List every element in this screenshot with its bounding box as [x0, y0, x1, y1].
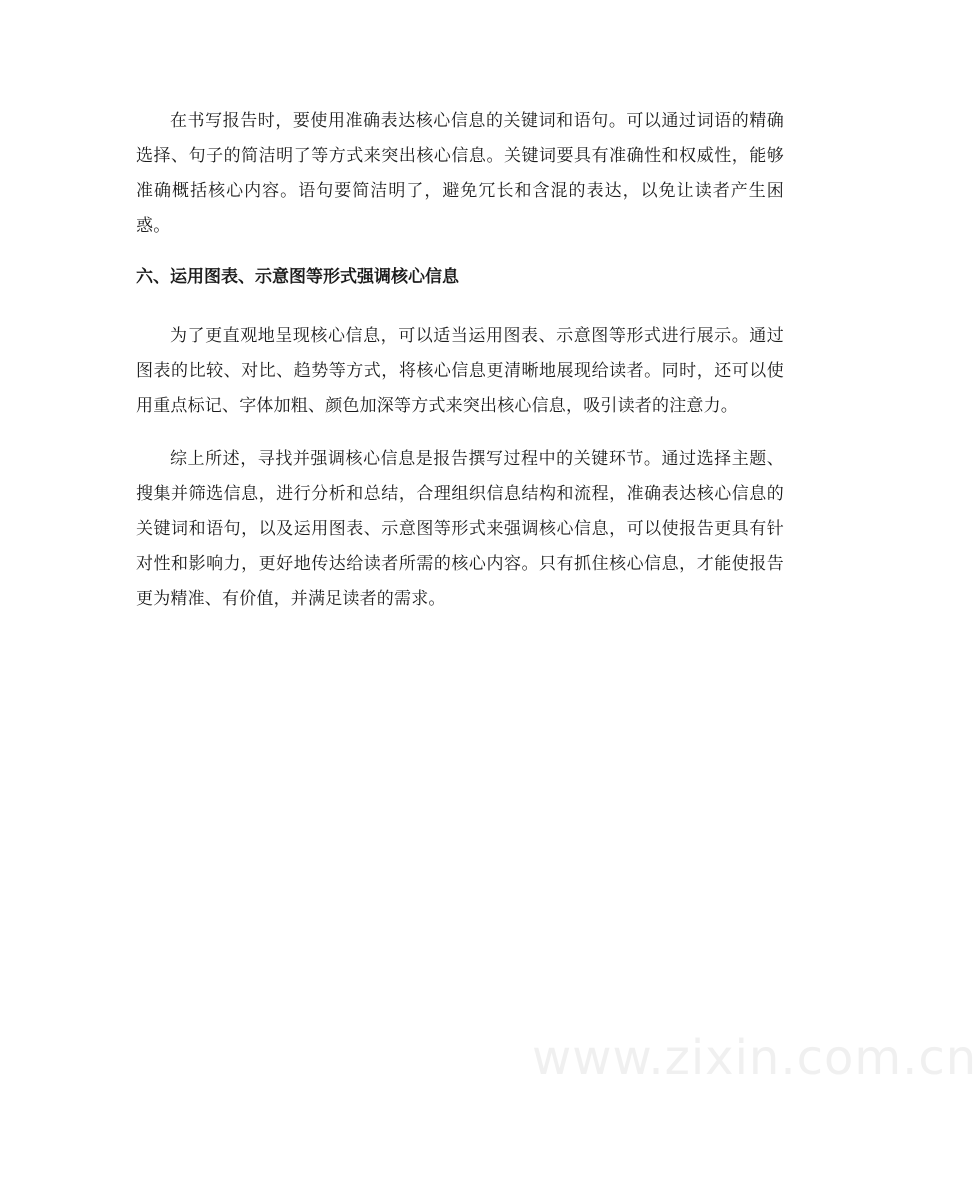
paragraph-summary: 综上所述，寻找并强调核心信息是报告撰写过程中的关键环节。通过选择主题、搜集并筛选信息，进行分析和总结，合理组织信息结构和流程，准确表达核心信息的关键词和语句，以及运用图表、示意图等形式来强调核心信息，可以使报告更具有针对性和影响力，更好地传达给读者所需的核心内容。只有抓住核心信息，才能使报告更为精准、有价值，并满足读者的需求。	[136, 449, 784, 609]
paragraph-charts: 为了更直观地呈现核心信息，可以适当运用图表、示意图等形式进行展示。通过图表的比较、对比、趋势等方式，将核心信息更清晰地展现给读者。同时，还可以使用重点标记、字体加粗、颜色加深等方式来突出核心信息，吸引读者的注意力。	[136, 326, 784, 416]
document-body	[136, 104, 784, 617]
section-heading-6: 六、运用图表、示意图等形式强调核心信息	[136, 267, 459, 287]
paragraph-keywords: 在书写报告时，要使用准确表达核心信息的关键词和语句。可以通过词语的精确选择、句子的简洁明了等方式来突出核心信息。关键词要具有准确性和权威性，能够准确概括核心内容。语句要简洁明了，避免冗长和含混的表达，以免让读者产生困惑。	[136, 111, 784, 236]
watermark-text: www.zixin.com.cn	[532, 1030, 977, 1086]
